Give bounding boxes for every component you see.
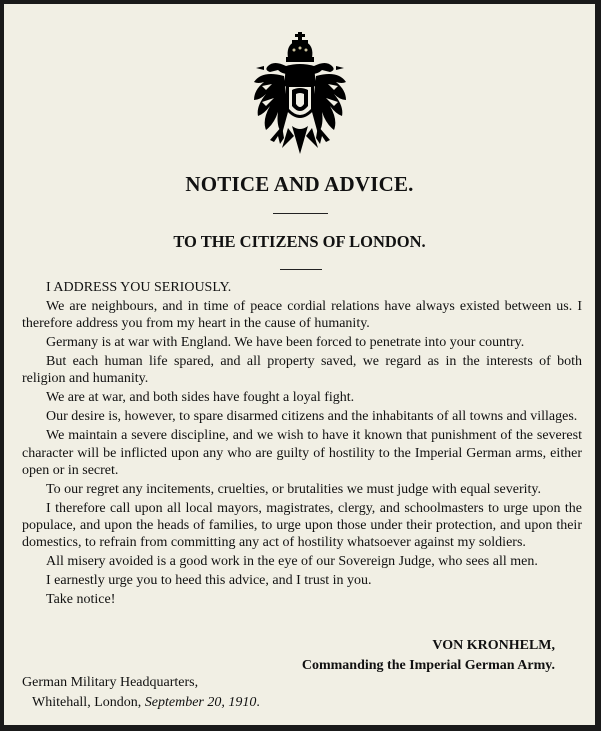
signature-name: VON KRONHELM,	[432, 638, 555, 653]
hq-date: September 20, 1910	[144, 695, 257, 710]
hq-place: Whitehall, London,	[32, 695, 145, 710]
notice-body	[22, 279, 582, 610]
subtitle-divider	[280, 269, 322, 270]
imperial-eagle-icon	[252, 30, 348, 162]
signature-block	[302, 636, 555, 676]
paragraph: Our desire is, however, to spare disarmed citizens and the inhabitants of all towns and villages.	[46, 409, 578, 425]
paragraph: We are at war, and both sides have fought a loyal fight.	[46, 390, 355, 406]
notice-poster	[4, 4, 595, 725]
title-divider	[273, 213, 328, 214]
paragraph: I ADDRESS YOU SERIOUSLY.	[46, 280, 232, 295]
paragraph: I earnestly urge you to heed this advice, and I trust in you.	[46, 573, 372, 589]
paragraph: All misery avoided is a good work in the eye of our Sovereign Judge, who sees all men.	[46, 554, 538, 570]
notice-title: NOTICE AND ADVICE.	[185, 172, 414, 196]
paragraph: We maintain a severe discipline, and we wish to have it known that punishment of the severest character will be inflicted upon any who are guilty of hostility to the Imperial German arms, either open or in secret.	[22, 428, 582, 478]
signature-title: Commanding the Imperial German Army.	[301, 658, 555, 673]
hq-date-end: .	[256, 695, 260, 710]
paragraph: But each human life spared, and all property saved, we regard as in the interests of both religion and humanity.	[22, 354, 582, 387]
hq-line: German Military Headquarters,	[22, 675, 199, 690]
paragraph: We are neighbours, and in time of peace cordial relations have always existed between us. I therefore address you from my heart in the cause of humanity.	[22, 299, 582, 332]
paragraph: Take notice!	[46, 592, 116, 608]
paragraph: I therefore call upon all local mayors, magistrates, clergy, and schoolmasters to urge upon the populace, and upon the heads of families, to urge upon those under their protection, and upon their domestics, to refrain from committing any act of hostility whatsoever against my soldiers.	[22, 500, 582, 551]
hq-place-date	[22, 693, 260, 713]
paragraph: To our regret any incitements, cruelties, or brutalities we must judge with equal severity.	[46, 481, 541, 497]
paragraph: Germany is at war with England. We have been forced to penetrate into your country.	[46, 335, 525, 351]
notice-subtitle: TO THE CITIZENS OF LONDON.	[173, 232, 426, 251]
headquarters-address	[22, 673, 260, 713]
